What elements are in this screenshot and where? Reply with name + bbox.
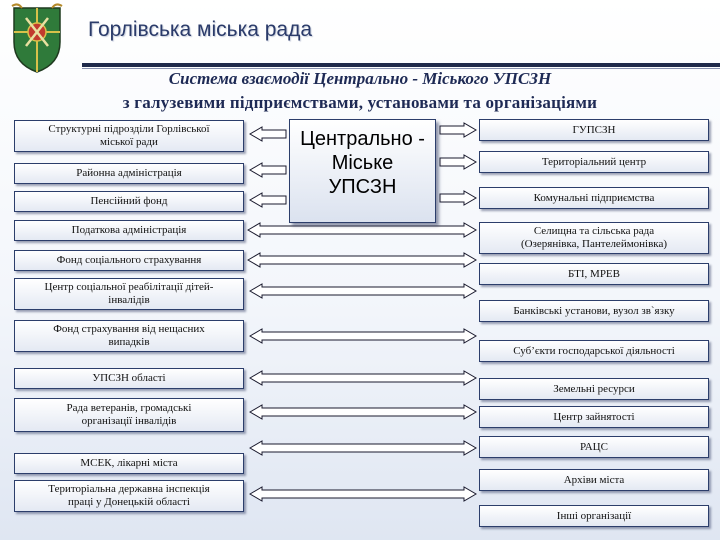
central-node-line-2: Міське (331, 152, 394, 174)
double-arrow (248, 253, 476, 267)
left-node-box (14, 120, 244, 152)
right-node-box (479, 187, 709, 209)
central-node-line-1: Центрально - (300, 128, 425, 150)
left-node-label: МСЕК, лікарні міста (80, 457, 178, 469)
left-node-label: Центр соціальної реабілітації дітей- (44, 281, 214, 293)
right-node-box (479, 300, 709, 322)
right-node-box (479, 505, 709, 527)
left-node-label: Фонд соціального страхування (56, 254, 202, 266)
double-arrow (250, 441, 476, 455)
right-node-label: Банківські установи, вузол зв`язку (513, 304, 675, 317)
central-node-line-3: УПСЗН (328, 176, 397, 198)
left-arrow (250, 163, 286, 177)
left-node-box (14, 398, 244, 432)
right-node-label: Суб’єкти господарської діяльності (513, 344, 675, 357)
left-node-box (14, 191, 244, 212)
left-node-label: УПСЗН області (92, 372, 166, 384)
right-node-label: Інші організації (556, 509, 632, 522)
double-arrow (248, 223, 476, 237)
right-node-box (479, 119, 709, 141)
double-arrow (250, 487, 476, 501)
right-node-label: Комунальні підприємства (533, 191, 655, 204)
right-node-box (479, 340, 709, 362)
left-node-box (14, 480, 244, 512)
right-node-box (479, 436, 709, 458)
right-node-box (479, 151, 709, 173)
page-title: Горлівська міська рада (88, 18, 313, 41)
diagram-title-line-1: Система взаємодії Центрально - Міського УПСЗН (168, 69, 552, 88)
left-node-label: Районна адміністрація (76, 167, 182, 179)
right-node-box (479, 469, 709, 491)
right-node-label: (Озерянівка, Пантелеймонівка) (520, 238, 668, 250)
left-node-label: Фонд страхування від нещасних (53, 323, 205, 335)
left-node-label: Структурні підрозділи Горлівської (48, 123, 210, 135)
right-node-label: БТІ, МРЕВ (567, 267, 620, 280)
right-node-label: Селищна та сільська рада (533, 225, 655, 237)
right-node-label: ГУПСЗН (572, 123, 616, 136)
left-node-label: організації інвалідів (81, 415, 177, 427)
left-node-box (14, 368, 244, 389)
left-node-box (14, 278, 244, 310)
right-node-box (479, 222, 709, 254)
left-node-label: Рада ветеранів, громадські (66, 402, 192, 414)
right-arrow (440, 123, 476, 137)
right-node-box (479, 406, 709, 428)
left-node-box (14, 320, 244, 352)
right-node-label: РАЦС (580, 440, 608, 453)
double-arrow (250, 284, 476, 298)
right-arrow (440, 155, 476, 169)
left-node-box (14, 453, 244, 474)
left-node-label: Територіальна державна інспекція (48, 483, 210, 495)
right-node-box (479, 378, 709, 400)
right-node-label: Територіальний центр (541, 155, 647, 168)
left-node-label: міської ради (100, 136, 158, 148)
right-node-box (479, 263, 709, 285)
right-node-label: Центр зайнятості (553, 410, 635, 423)
left-node-label: Податкова адміністрація (71, 224, 187, 236)
left-node-label: Пенсійний фонд (90, 195, 168, 207)
double-arrow (250, 329, 476, 343)
left-node-box (14, 250, 244, 271)
double-arrow (250, 405, 476, 419)
left-node-label: інвалідів (108, 294, 150, 306)
diagram-title-line-2: з галузевими підприємствами, установами та організаціями (122, 93, 598, 112)
left-node-label: випадків (108, 336, 150, 348)
right-node-label: Архіви міста (563, 473, 625, 486)
left-arrow (250, 127, 286, 141)
left-node-box (14, 163, 244, 184)
left-node-label: праці у Донецькій області (68, 496, 190, 508)
left-arrow (250, 193, 286, 207)
double-arrow (250, 371, 476, 385)
right-node-label: Земельні ресурси (553, 382, 635, 395)
right-arrow (440, 191, 476, 205)
central-node-box (289, 119, 436, 223)
left-node-box (14, 220, 244, 241)
